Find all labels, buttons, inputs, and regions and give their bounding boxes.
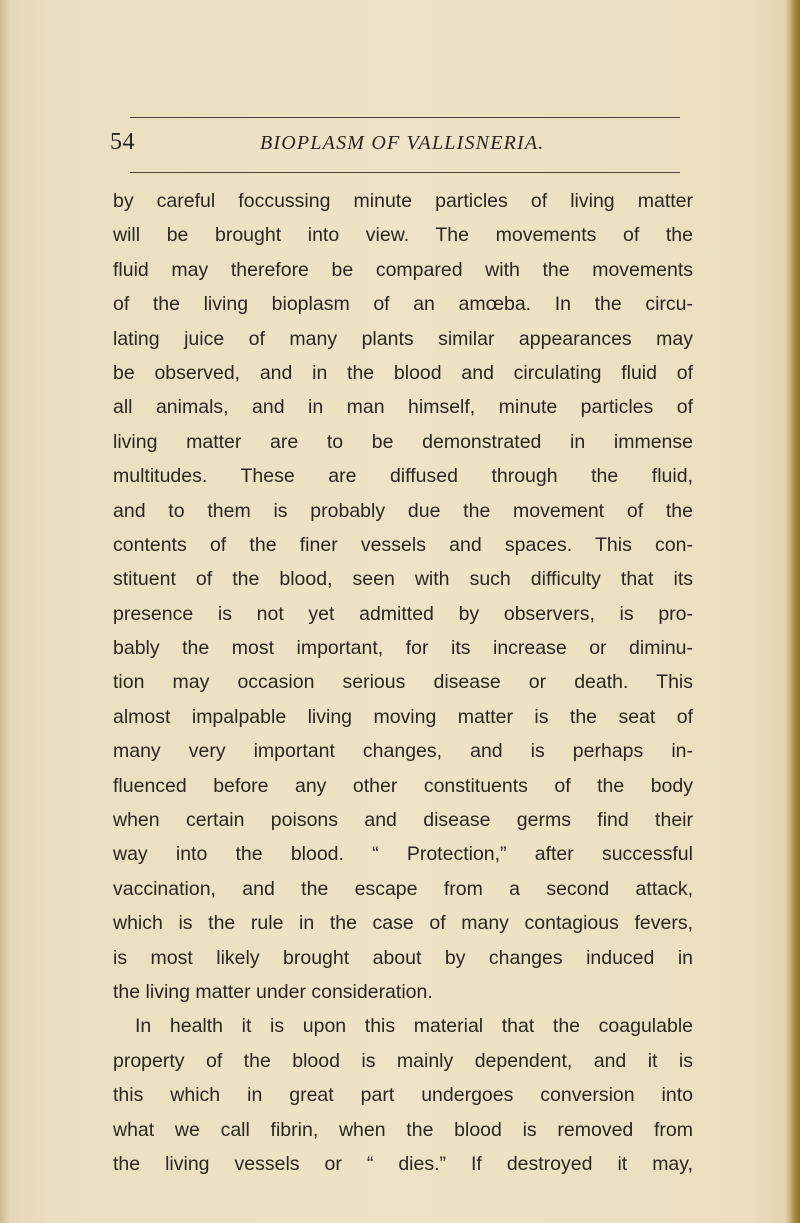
- text-line: almost impalpable living moving matter is the seat of: [113, 705, 693, 728]
- text-line: fluenced before any other constituents of the body: [113, 774, 693, 797]
- text-line: which is the rule in the case of many contagious fevers,: [113, 912, 693, 935]
- page-number: 54: [110, 129, 135, 155]
- text-line: all animals, and in man himself, minute particles of: [113, 396, 693, 419]
- body-text: [113, 184, 693, 1181]
- text-line: lating juice of many plants similar appearances may: [113, 327, 693, 350]
- text-line: presence is not yet admitted by observers, is pro-: [113, 602, 693, 625]
- text-line: the living vessels or “ dies.” If destroyed it may,: [113, 1152, 693, 1175]
- text-line: contents of the finer vessels and spaces. This con-: [113, 533, 693, 556]
- text-line: the living matter under consideration.: [113, 980, 433, 1003]
- header-bottom-rule: [130, 172, 680, 173]
- text-line: when certain poisons and disease germs find their: [113, 809, 693, 832]
- text-line: property of the blood is mainly dependent, and it is: [113, 1049, 693, 1072]
- text-line: vaccination, and the escape from a second attack,: [113, 877, 693, 900]
- text-line: fluid may therefore be compared with the movements: [113, 258, 693, 281]
- header-top-rule: [130, 117, 680, 118]
- text-line: of the living bioplasm of an amœba. In the circu-: [113, 293, 693, 316]
- text-line: this which in great part undergoes conversion into: [113, 1084, 693, 1107]
- page-left-edge: [0, 0, 10, 1223]
- text-line: many very important changes, and is perhaps in-: [113, 740, 693, 763]
- text-line: is most likely brought about by changes induced in: [113, 946, 693, 969]
- text-line: by careful foccussing minute particles of living matter: [113, 190, 693, 212]
- text-line: way into the blood. “ Protection,” after successful: [113, 843, 693, 866]
- text-line: living matter are to be demonstrated in immense: [113, 430, 693, 453]
- page-right-edge: [786, 0, 800, 1223]
- text-line: multitudes. These are diffused through the fluid,: [113, 465, 693, 488]
- text-line: tion may occasion serious disease or death. This: [113, 671, 693, 694]
- running-title: BIOPLASM OF VALLISNERIA.: [260, 132, 545, 154]
- text-line: be observed, and in the blood and circulating fluid of: [113, 361, 693, 384]
- paragraph-start-line: In health it is upon this material that the coagulable: [135, 1015, 693, 1038]
- text-line: will be brought into view. The movements of the: [113, 224, 693, 247]
- text-line: stituent of the blood, seen with such difficulty that its: [113, 568, 693, 591]
- text-line: bably the most important, for its increase or diminu-: [113, 637, 693, 660]
- text-line: and to them is probably due the movement of the: [113, 499, 693, 522]
- text-line: what we call fibrin, when the blood is removed from: [113, 1118, 693, 1141]
